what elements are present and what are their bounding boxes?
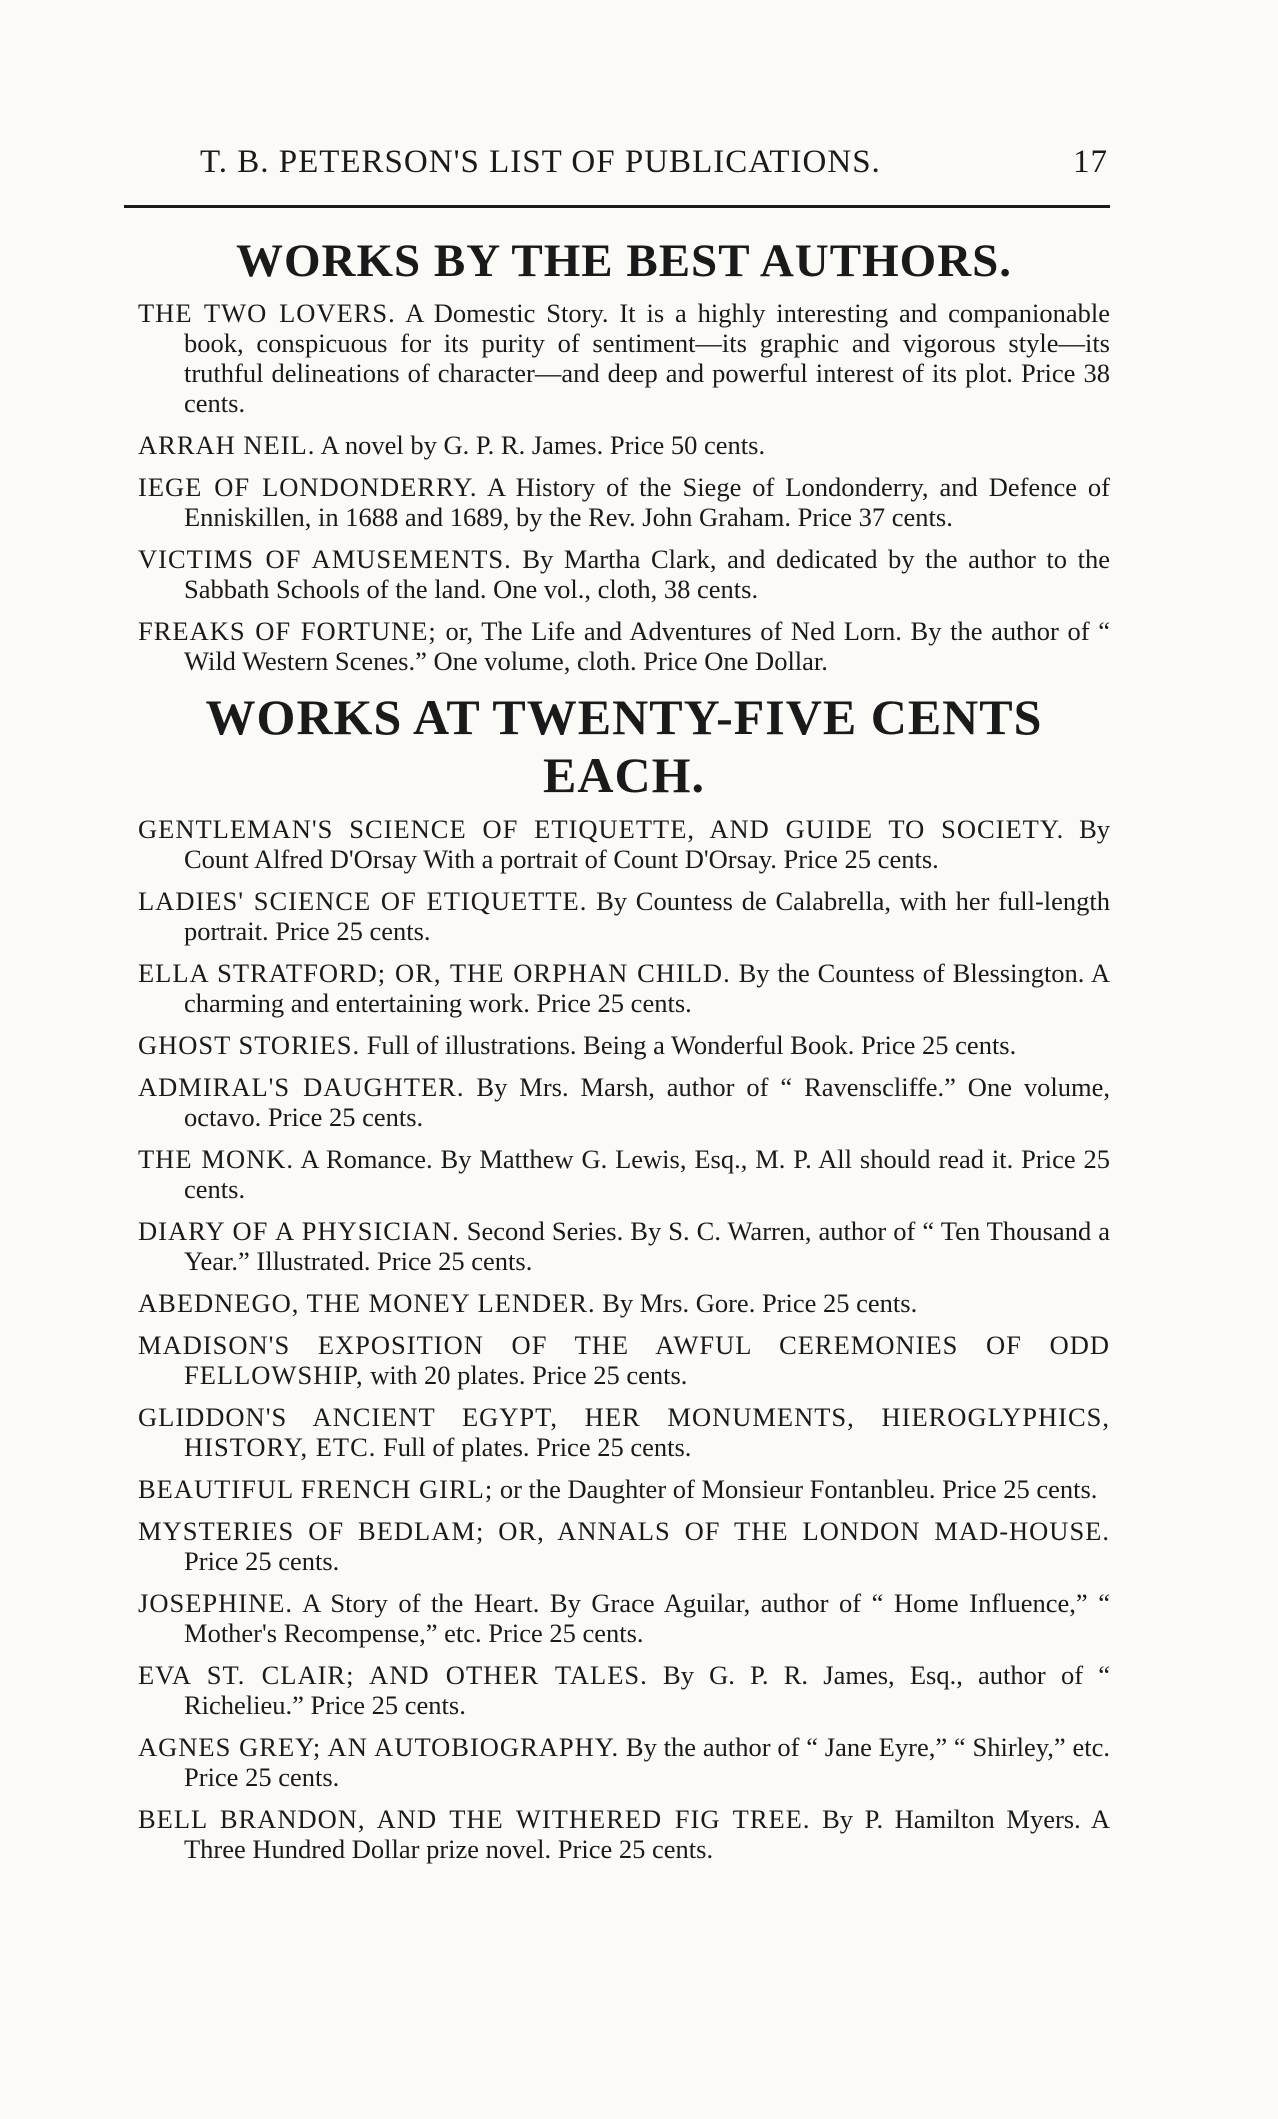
entry-title: MADISON'S EXPOSITION OF THE AWFUL CEREMONIES OF ODD FELLOWSHIP, (138, 1330, 1110, 1390)
entry-text: A novel by G. P. R. James. Price 50 cents. (320, 430, 766, 460)
entry-title: VICTIMS OF AMUSEMENTS. (138, 544, 512, 574)
entry-text: or, The Life and Adventures of Ned Lorn. By the author of “ Wild Western Scenes.” One volume, cloth. Price One Dollar. (184, 616, 1111, 676)
entry-title: THE MONK. (138, 1144, 294, 1174)
catalog-entry (138, 1072, 1110, 1132)
entry-title: BELL BRANDON, AND THE WITHERED FIG TREE. (138, 1804, 811, 1834)
section-title-twenty-five-cents: WORKS AT TWENTY-FIVE CENTS EACH. (205, 689, 1043, 803)
entry-text: A Romance. By Matthew G. Lewis, Esq., M. P. All should read it. Price 25 cents. (184, 1144, 1110, 1204)
catalog-entry (138, 1216, 1110, 1276)
entry-text: By the author of “ Jane Eyre,” “ Shirley,” etc. Price 25 cents. (184, 1732, 1111, 1792)
header-rule (124, 205, 1110, 208)
catalog-entry (138, 430, 1110, 460)
catalog-body (138, 226, 1110, 1876)
entry-text: Second Series. By S. C. Warren, author of “ Ten Thousand a Year.” Illustrated. Price 25 cents. (184, 1216, 1111, 1276)
entry-title: JOSEPHINE. (138, 1588, 294, 1618)
entry-title: THE TWO LOVERS. (138, 298, 396, 328)
entry-title: GHOST STORIES. (138, 1030, 361, 1060)
entry-title: GENTLEMAN'S SCIENCE OF ETIQUETTE, AND GUIDE TO SOCIETY. (138, 814, 1065, 844)
catalog-entry (138, 472, 1110, 532)
entry-text: A History of the Siege of Londonderry, and Defence of Enniskillen, in 1688 and 1689, by the Rev. John Graham. Price 37 cents. (184, 472, 1110, 532)
entry-title: GLIDDON'S ANCIENT EGYPT, HER MONUMENTS, HIEROGLYPHICS, HISTORY, ETC. (138, 1402, 1110, 1462)
catalog-entry (138, 1144, 1110, 1204)
entry-title: ADMIRAL'S DAUGHTER. (138, 1072, 465, 1102)
entry-text: By P. Hamilton Myers. A Three Hundred Dollar prize novel. Price 25 cents. (184, 1804, 1110, 1864)
catalog-entry (138, 616, 1110, 676)
entry-title: FREAKS OF FORTUNE; (138, 616, 437, 646)
running-title: T. B. PETERSON'S LIST OF PUBLICATIONS. (200, 144, 881, 180)
entry-text: By Mrs. Gore. Price 25 cents. (602, 1288, 918, 1318)
entry-text: Full of plates. Price 25 cents. (383, 1432, 692, 1462)
entry-title: EVA ST. CLAIR; AND OTHER TALES. (138, 1660, 648, 1690)
entry-text: A Domestic Story. It is a highly interesting and companionable book, conspicuous for its purity of sentiment—its graphic and vigorous style—its truthful delineations of character—and deep and powerful interest of its plot. Price 38 cents. (184, 298, 1110, 418)
catalog-entry (138, 958, 1110, 1018)
catalog-entry (138, 814, 1110, 874)
entry-title: BEAUTIFUL FRENCH GIRL; (138, 1474, 494, 1504)
catalog-entry (138, 1402, 1110, 1462)
catalog-entry (138, 1330, 1110, 1390)
entry-text: By the Countess of Blessington. A charming and entertaining work. Price 25 cents. (184, 958, 1110, 1018)
entry-text: By Martha Clark, and dedicated by the author to the Sabbath Schools of the land. One vol., cloth, 38 cents. (184, 544, 1110, 604)
entry-text: By Mrs. Marsh, author of “ Ravenscliffe.” One volume, octavo. Price 25 cents. (184, 1072, 1110, 1132)
entry-title: MYSTERIES OF BEDLAM; OR, ANNALS OF THE LONDON MAD-HOUSE. (138, 1516, 1110, 1546)
catalog-entry (138, 1732, 1110, 1792)
catalog-entry (138, 1660, 1110, 1720)
entry-text: By Count Alfred D'Orsay With a portrait of Count D'Orsay. Price 25 cents. (184, 814, 1110, 874)
page-number: 17 (1073, 144, 1108, 180)
entry-title: DIARY OF A PHYSICIAN. (138, 1216, 460, 1246)
entry-title: ARRAH NEIL. (138, 430, 316, 460)
catalog-entry (138, 298, 1110, 418)
entry-title: ABEDNEGO, THE MONEY LENDER. (138, 1288, 596, 1318)
catalog-entry (138, 1474, 1110, 1504)
entry-text: with 20 plates. Price 25 cents. (370, 1360, 688, 1390)
section-title-best-authors: WORKS BY THE BEST AUTHORS. (235, 235, 1013, 287)
catalog-entry (138, 1588, 1110, 1648)
entry-text: Price 25 cents. (184, 1546, 340, 1576)
entry-title: IEGE OF LONDONDERRY. (138, 472, 478, 502)
entry-text: Full of illustrations. Being a Wonderful Book. Price 25 cents. (366, 1030, 1017, 1060)
catalog-entry (138, 1516, 1110, 1576)
entry-text: By G. P. R. James, Esq., author of “ Richelieu.” Price 25 cents. (184, 1660, 1110, 1720)
page-header (200, 144, 1108, 181)
catalog-entry (138, 886, 1110, 946)
catalog-entry (138, 1288, 1110, 1318)
catalog-entry (138, 544, 1110, 604)
catalog-entry (138, 1804, 1110, 1864)
entry-text: A Story of the Heart. By Grace Aguilar, author of “ Home Influence,” “ Mother's Recompense,” etc. Price 25 cents. (184, 1588, 1110, 1648)
entry-title: LADIES' SCIENCE OF ETIQUETTE. (138, 886, 588, 916)
entry-title: ELLA STRATFORD; OR, THE ORPHAN CHILD. (138, 958, 731, 988)
entry-text: or the Daughter of Monsieur Fontanbleu. Price 25 cents. (499, 1474, 1098, 1504)
catalog-entry (138, 1030, 1110, 1060)
entry-title: AGNES GREY; AN AUTOBIOGRAPHY. (138, 1732, 620, 1762)
entry-text: By Countess de Calabrella, with her full-length portrait. Price 25 cents. (184, 886, 1111, 946)
